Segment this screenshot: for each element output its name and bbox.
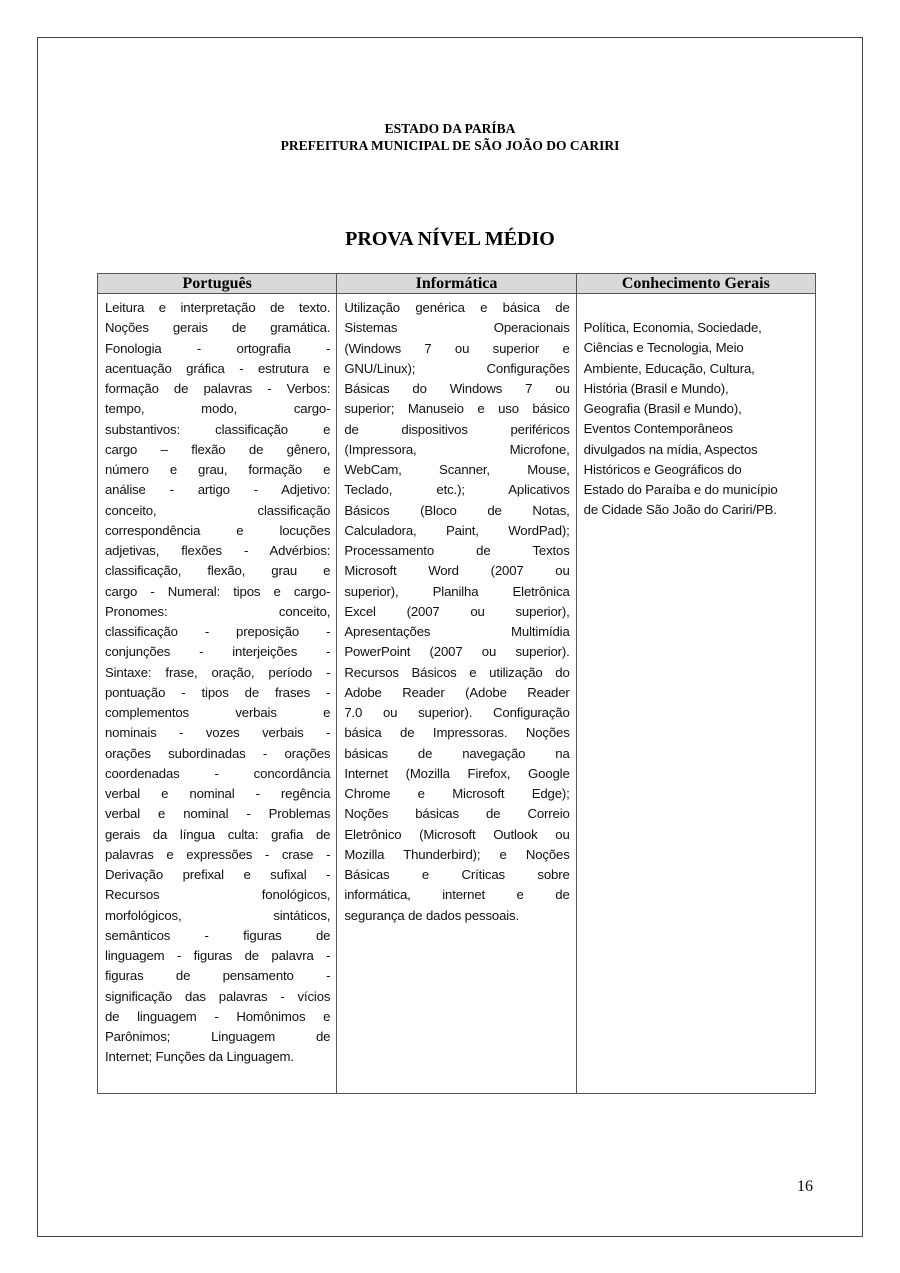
text-line: correspondência e locuções (105, 522, 331, 538)
text-line: de linguagem - Homônimos e (105, 1008, 331, 1024)
informatica-content (337, 294, 576, 1094)
text-line: Sistemas Operacionais (344, 320, 570, 336)
text-line: PowerPoint (2007 ou superior). (344, 644, 570, 660)
text-line: básica de Impressoras. Noções (344, 725, 570, 741)
text-line: Básicas do Windows 7 ou (344, 381, 570, 396)
text-line: Processamento de Textos (344, 543, 570, 558)
text-line: substantivos: classificação e (105, 421, 331, 437)
text-line: gerais da língua culta: grafia de (105, 826, 331, 842)
text-line: conceito, classificação (105, 502, 331, 518)
text-line: Leitura e interpretação de texto. (105, 300, 331, 315)
text-line: cargo – flexão de gênero, (105, 441, 331, 457)
text-line: Chrome e Microsoft Edge); (344, 786, 570, 801)
text-line: classificação, flexão, grau e (105, 563, 331, 579)
text-line: significação das palavras - vícios (105, 988, 331, 1004)
text-line: Ciências e Tecnologia, Meio (583, 340, 744, 356)
text-line: Sintaxe: frase, oração, período - (105, 664, 331, 680)
text-line: semânticos - figuras de (105, 927, 331, 943)
text-line: Noções básicas de Correio (344, 806, 570, 822)
text-line: Parônimos; Linguagem de (105, 1029, 331, 1044)
text-line: de Cidade São João do Cariri/PB. (583, 502, 777, 518)
text-line: Teclado, etc.); Aplicativos (344, 482, 570, 498)
text-line: História (Brasil e Mundo), (583, 380, 729, 396)
text-line: segurança de dados pessoais. (344, 907, 520, 923)
text-line: Históricos e Geográficos do (583, 461, 742, 477)
text-line: tempo, modo, cargo- (105, 401, 331, 417)
text-line: Noções gerais de gramática. (105, 320, 331, 336)
text-line: figuras de pensamento - (105, 968, 331, 984)
text-line: coordenadas - concordância (105, 765, 331, 781)
text-line: verbal e nominal - Problemas (105, 806, 331, 822)
text-line: acentuação gráfica - estrutura e (105, 360, 331, 376)
text-line: Fonologia - ortografia - (105, 340, 331, 356)
text-line: (Windows 7 ou superior e (344, 340, 570, 356)
text-line: Recursos Básicos e utilização do (344, 664, 570, 680)
text-line: Excel (2007 ou superior), (344, 603, 570, 619)
table-header-row (98, 274, 816, 294)
table-row (98, 294, 816, 1094)
text-line: conjunções - interjeições - (105, 644, 331, 660)
text-line: Apresentações Multimídia (344, 624, 570, 639)
syllabus-table (97, 273, 816, 1094)
column-heading-conhecimentos: Conhecimento Gerais (576, 274, 815, 294)
text-line: Utilização genérica e básica de (344, 300, 570, 315)
text-line: pontuação - tipos de frases - (105, 684, 331, 700)
text-line: superior), Planilha Eletrônica (344, 583, 570, 599)
text-line: 7.0 ou superior). Configuração (344, 705, 570, 720)
column-heading-portugues: Português (98, 274, 337, 294)
page-title: PROVA NÍVEL MÉDIO (345, 228, 555, 250)
text-line: Internet (Mozilla Firefox, Google (344, 765, 570, 781)
text-line: Eventos Contemporâneos (583, 421, 733, 437)
text-line: Básicos (Bloco de Notas, (344, 502, 570, 518)
conhecimentos-content (576, 294, 815, 1094)
text-line: básicas de navegação na (344, 745, 570, 761)
municipality-heading: PREFEITURA MUNICIPAL DE SÃO JOÃO DO CARIRI (280, 138, 620, 153)
text-line: Geografia (Brasil e Mundo), (583, 401, 742, 416)
text-line: palavras e expressões - crase - (105, 846, 331, 862)
text-line: cargo - Numeral: tipos e cargo- (105, 583, 331, 599)
text-line: formação de palavras - Verbos: (105, 381, 331, 396)
text-line: verbal e nominal - regência (105, 786, 331, 801)
text-line: superior; Manuseio e uso básico (344, 401, 570, 417)
portugues-content (98, 294, 337, 1094)
text-line: complementos verbais e (105, 705, 331, 720)
text-line: Microsoft Word (2007 ou (344, 563, 570, 579)
text-line: Política, Economia, Sociedade, (583, 320, 762, 335)
text-line: Estado do Paraíba e do município (583, 482, 778, 497)
text-line: nominais - vozes verbais - (105, 725, 331, 741)
text-line: informática, internet e de (344, 887, 570, 903)
text-line: classificação - preposição - (105, 624, 331, 639)
text-line: Pronomes: conceito, (105, 603, 331, 619)
text-line: Internet; Funções da Linguagem. (105, 1049, 294, 1065)
text-line: Eletrônico (Microsoft Outlook ou (344, 826, 570, 842)
text-line: adjetivas, flexões - Advérbios: (105, 543, 331, 558)
text-line: (Impressora, Microfone, (344, 441, 570, 457)
text-line: Calculadora, Paint, WordPad); (344, 522, 570, 538)
state-heading: ESTADO DA PARÍBA (384, 121, 516, 136)
text-line: orações subordinadas - orações (105, 745, 331, 761)
text-line: Adobe Reader (Adobe Reader (344, 684, 570, 700)
text-line: divulgados na mídia, Aspectos (583, 441, 758, 457)
text-line: GNU/Linux); Configurações (344, 360, 570, 376)
column-heading-informatica: Informática (337, 274, 576, 294)
text-line: Derivação prefixal e sufixal - (105, 867, 331, 882)
text-line: número e grau, formação e (105, 462, 331, 477)
text-line: Ambiente, Educação, Cultura, (583, 360, 755, 376)
text-line: morfológicos, sintáticos, (105, 907, 331, 923)
text-line: linguagem - figuras de palavra - (105, 948, 331, 963)
page-number: 16 (797, 1178, 813, 1195)
text-line: Mozilla Thunderbird); e Noções (344, 846, 570, 862)
text-line: análise - artigo - Adjetivo: (105, 482, 331, 498)
text-line: de dispositivos periféricos (344, 421, 570, 437)
text-line: Básicas e Críticas sobre (344, 867, 570, 882)
text-line: WebCam, Scanner, Mouse, (344, 462, 570, 477)
text-line: Recursos fonológicos, (105, 887, 331, 903)
